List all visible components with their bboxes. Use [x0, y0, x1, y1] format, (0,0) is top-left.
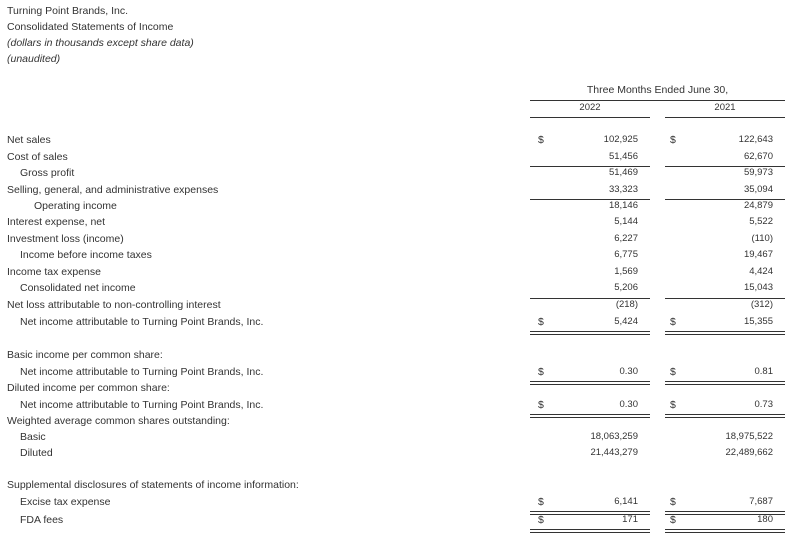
value-2021: 22,489,662: [725, 447, 773, 458]
row-label: Net income attributable to Turning Point Brands, Inc.: [20, 399, 264, 411]
dollar-sign-2021: $: [670, 496, 676, 508]
row-label: Operating income: [34, 200, 117, 212]
value-2021: 35,094: [743, 184, 773, 195]
subtotal-rule: [530, 166, 650, 167]
row-label: Investment loss (income): [7, 233, 124, 245]
dollar-sign-2022: $: [538, 134, 544, 146]
value-2022: 18,146: [608, 200, 638, 211]
value-2021: 59,973: [743, 167, 773, 178]
row-label: FDA fees: [20, 514, 64, 526]
subtotal-rule: [665, 298, 785, 299]
value-2021: 7,687: [749, 496, 773, 507]
total-double-rule: [665, 414, 785, 418]
value-2021: 19,467: [743, 249, 773, 260]
row-label: Consolidated net income: [20, 282, 136, 294]
value-2021: 62,670: [743, 151, 773, 162]
dollar-sign-2021: $: [670, 366, 676, 378]
total-double-rule: [530, 381, 650, 385]
value-2022: 6,775: [614, 249, 638, 260]
value-2021: (110): [751, 233, 773, 244]
total-double-rule: [665, 331, 785, 335]
row-label: Interest expense, net: [7, 216, 106, 228]
dollar-sign-2022: $: [538, 514, 544, 526]
row-label: Net sales: [7, 134, 51, 146]
value-2022: 18,063,259: [590, 431, 638, 442]
value-2022: 5,144: [614, 216, 638, 227]
dollar-sign-2021: $: [670, 134, 676, 146]
value-2022: 6,227: [614, 233, 638, 244]
dollar-sign-2021: $: [670, 399, 676, 411]
value-2022: 0.30: [619, 366, 638, 377]
period-header-rule: [530, 100, 785, 101]
total-double-rule: [530, 529, 650, 533]
total-double-rule: [665, 381, 785, 385]
row-label: Diluted: [20, 447, 53, 459]
total-double-rule: [530, 331, 650, 335]
year-2022-rule: [530, 117, 650, 118]
dollar-sign-2022: $: [538, 366, 544, 378]
period-header: Three Months Ended June 30,: [586, 84, 729, 96]
audit-status: (unaudited): [7, 53, 61, 65]
row-label: Selling, general, and administrative expenses: [7, 184, 219, 196]
units-note: (dollars in thousands except share data): [7, 37, 194, 49]
value-2021: 15,043: [743, 282, 773, 293]
value-2022: 33,323: [608, 184, 638, 195]
company-name: Turning Point Brands, Inc.: [7, 5, 129, 17]
value-2022: 1,569: [614, 266, 638, 277]
subtotal-rule: [530, 298, 650, 299]
value-2022: (218): [615, 299, 638, 310]
statement-title: Consolidated Statements of Income: [7, 21, 174, 33]
dollar-sign-2021: $: [670, 316, 676, 328]
value-2022: 51,456: [608, 151, 638, 162]
subtotal-rule: [530, 199, 650, 200]
value-2022: 51,469: [608, 167, 638, 178]
value-2021: 15,355: [743, 316, 773, 327]
dollar-sign-2021: $: [670, 514, 676, 526]
value-2022: 102,925: [603, 134, 638, 145]
row-label: Supplemental disclosures of statements of income information:: [7, 479, 299, 491]
row-label: Gross profit: [20, 167, 75, 179]
value-2021: (312): [750, 299, 773, 310]
row-label: Net income attributable to Turning Point Brands, Inc.: [20, 316, 264, 328]
dollar-sign-2022: $: [538, 316, 544, 328]
value-2022: 5,206: [614, 282, 638, 293]
value-2022: 171: [622, 514, 638, 525]
year-2021-header: 2021: [714, 102, 736, 113]
value-2021: 0.73: [754, 399, 773, 410]
dollar-sign-2022: $: [538, 496, 544, 508]
row-label: Cost of sales: [7, 151, 68, 163]
subtotal-rule: [665, 166, 785, 167]
value-2022: 21,443,279: [590, 447, 638, 458]
row-label: Net loss attributable to non-controlling interest: [7, 299, 221, 311]
value-2021: 122,643: [738, 134, 773, 145]
year-2022-header: 2022: [579, 102, 601, 113]
row-label: Basic: [20, 431, 46, 443]
value-2021: 18,975,522: [725, 431, 773, 442]
total-double-rule: [530, 414, 650, 418]
year-2021-rule: [665, 117, 785, 118]
value-2022: 6,141: [614, 496, 638, 507]
total-double-rule: [665, 511, 785, 515]
row-label: Income tax expense: [7, 266, 101, 278]
row-label: Excise tax expense: [20, 496, 111, 508]
row-label: Diluted income per common share:: [7, 382, 170, 394]
value-2021: 4,424: [749, 266, 773, 277]
total-double-rule: [665, 529, 785, 533]
value-2022: 0.30: [619, 399, 638, 410]
value-2021: 5,522: [749, 216, 773, 227]
total-double-rule: [530, 511, 650, 515]
value-2021: 180: [757, 514, 773, 525]
value-2021: 24,879: [743, 200, 773, 211]
row-label: Basic income per common share:: [7, 349, 163, 361]
dollar-sign-2022: $: [538, 399, 544, 411]
value-2021: 0.81: [754, 366, 773, 377]
row-label: Income before income taxes: [20, 249, 152, 261]
row-label: Net income attributable to Turning Point Brands, Inc.: [20, 366, 264, 378]
value-2022: 5,424: [614, 316, 638, 327]
row-label: Weighted average common shares outstanding:: [7, 415, 230, 427]
subtotal-rule: [665, 199, 785, 200]
